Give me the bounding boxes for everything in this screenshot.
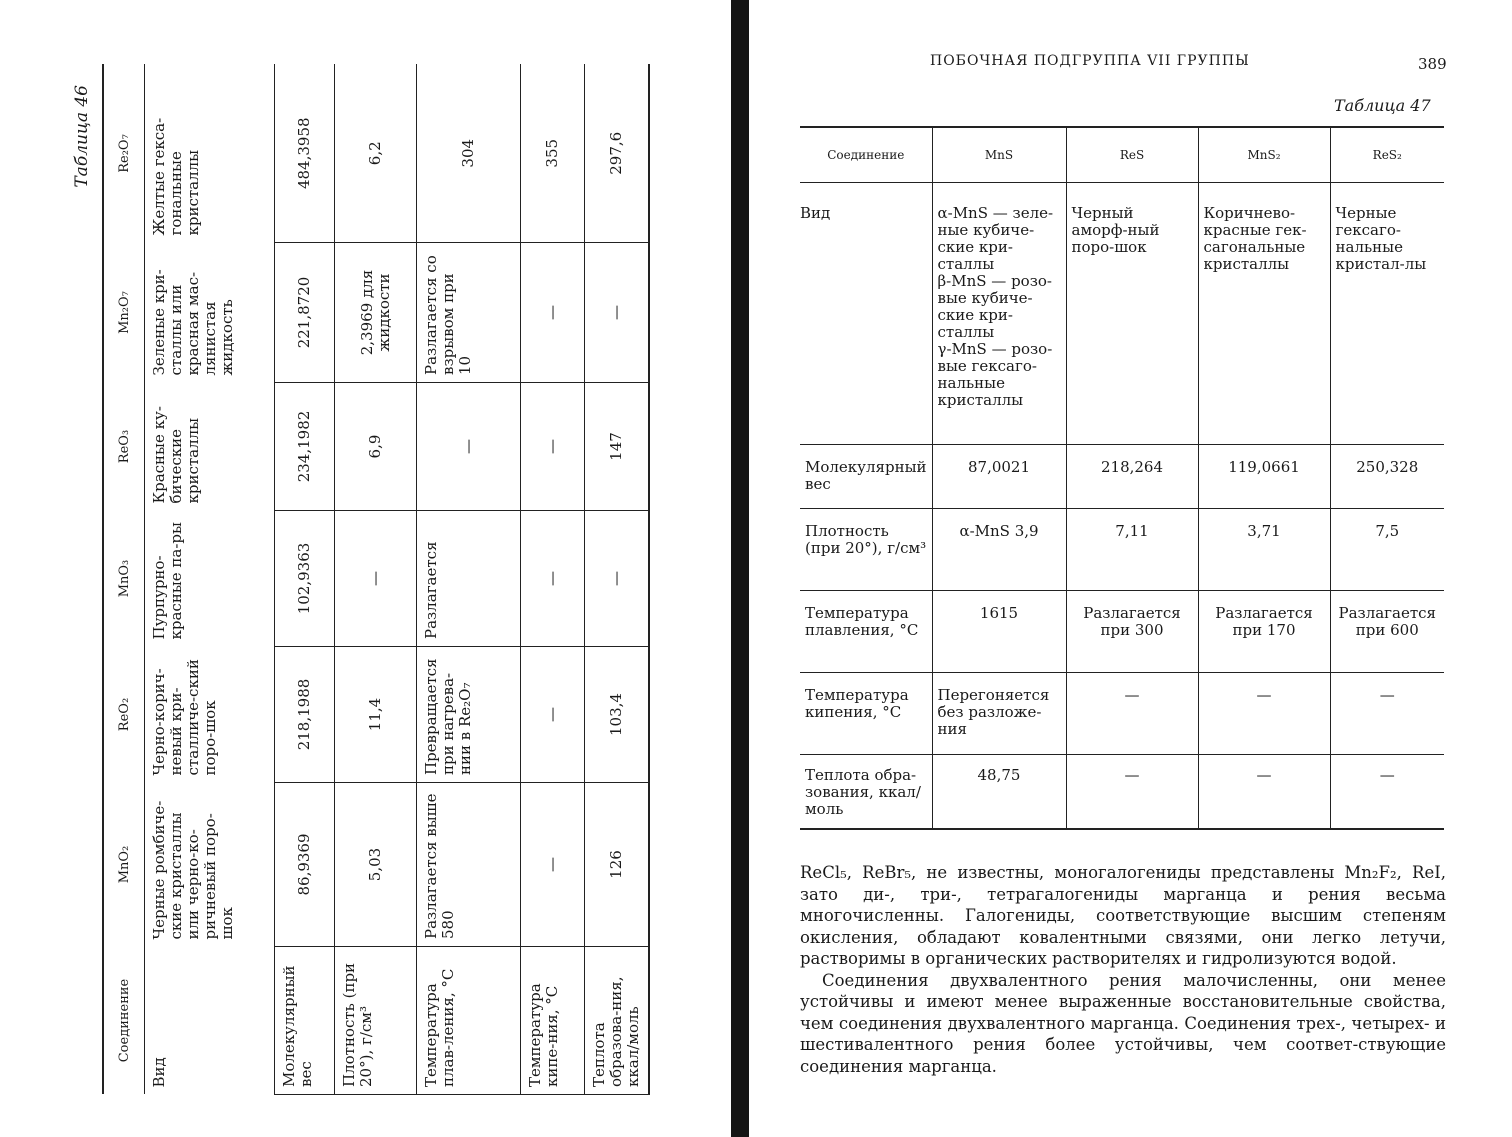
t46-cell: — (585, 511, 650, 647)
t47-cell: 48,75 (932, 755, 1066, 829)
t46-cell: — (521, 243, 585, 383)
t46-cell: 304 (417, 65, 521, 243)
t46-cell: 103,4 (585, 647, 650, 783)
t47-cell: Разлагается при 170 (1198, 591, 1330, 673)
t46-cell: 234,1982 (275, 383, 335, 511)
table-row (417, 65, 521, 1095)
table-row (145, 65, 275, 1095)
t47-row-label: Теплота обра-зования, ккал/моль (800, 755, 932, 829)
t47-cell: 7,11 (1066, 509, 1198, 591)
t47-header: ReS (1066, 127, 1198, 183)
body-text (800, 862, 1446, 1077)
t46-cell: Пурпурно-красные па-ры (145, 511, 275, 647)
table-row (800, 183, 1444, 445)
t47-header: Соединение (800, 127, 932, 183)
table-row (335, 65, 417, 1095)
t46-cell: Превращается при нагрева-нии в Re₂O₇ (417, 647, 521, 783)
t46-cell: — (335, 511, 417, 647)
t47-cell: Черные гексаго-нальные кристал-лы (1330, 183, 1444, 445)
t46-cell: 6,2 (335, 65, 417, 243)
t47-cell: — (1330, 755, 1444, 829)
table-row (800, 591, 1444, 673)
t46-cell: Зеленые кри-сталлы или красная мас-лянистая жидкость (145, 243, 275, 383)
t46-row-label: Плотность (при 20°), г/см³ (335, 947, 417, 1095)
table-row (521, 65, 585, 1095)
t47-cell: — (1066, 755, 1198, 829)
t46-cell: — (585, 243, 650, 383)
t46-cell: 102,9363 (275, 511, 335, 647)
paragraph: ReCl₅, ReBr₅, не известны, моногалогениды представлены Mn₂F₂, ReI, зато ди-, три-, тетрагалогениды марганца и рения весьма многочисленны. Галогениды, соответствующие высшим степеням окисления, обладают ковалентными связями, они легко летучи, растворимы в органических растворителях и гидролизуются водой. (800, 863, 1446, 968)
t46-row-label: Температура плав-ления, °C (417, 947, 521, 1095)
t46-header: Re₂O₇ (116, 134, 132, 173)
t46-cell: Разлагается (417, 511, 521, 647)
t46-cell: 297,6 (585, 65, 650, 243)
t46-cell: Красные ку-бические кристаллы (145, 383, 275, 511)
t47-row-label: Плотность (при 20°), г/см³ (800, 509, 932, 591)
table-row (800, 509, 1444, 591)
t46-row-label: Температура кипе-ния, °C (521, 947, 585, 1095)
t47-cell: Разлагается при 300 (1066, 591, 1198, 673)
t47-cell: Разлагается при 600 (1330, 591, 1444, 673)
t46-row-label: Молекулярный вес (275, 947, 335, 1095)
paragraph: Соединения двухвалентного рения малочисленны, они менее устойчивы и имеют менее выраженные восстановительные свойства, чем соединения двухвалентного марганца. Соединения трех-, четырех- и шестивалентного рения более устойчивы, чем соответ-ствующие соединения марганца. (800, 970, 1446, 1076)
t47-row-label: Вид (800, 204, 831, 222)
table-46-caption: Таблица 46 (72, 85, 92, 188)
t46-cell: — (521, 647, 585, 783)
t46-cell: 126 (585, 783, 650, 947)
t46-cell: 221,8720 (275, 243, 335, 383)
t47-cell: Коричнево-красные гек-сагональные кристаллы (1198, 183, 1330, 445)
table-row (800, 755, 1444, 829)
t46-row-label: Теплота образова-ния, ккал/моль (585, 947, 650, 1095)
t47-vid-beta: β-MnS — розо-вые кубиче-ские кри-сталлы (937, 272, 1052, 341)
t47-row-label: Молекулярный вес (800, 445, 932, 509)
t46-cell: 86,9369 (275, 783, 335, 947)
t47-cell: — (1198, 673, 1330, 755)
t47-header: MnS (932, 127, 1066, 183)
t46-cell: 484,3958 (275, 65, 335, 243)
table-46-header-row (103, 65, 145, 1095)
t46-cell: Черные ромбиче-ские кристаллы или черно-ко-ричневый поро-шок (145, 783, 275, 947)
t46-header: MnO₃ (116, 559, 132, 598)
t47-cell: — (1198, 755, 1330, 829)
t47-cell: — (1066, 673, 1198, 755)
table-47-header-row (800, 127, 1444, 183)
t47-cell: Перегоняется без разложе-ния (932, 673, 1066, 755)
t46-cell: 218,1988 (275, 647, 335, 783)
table-47-caption: Таблица 47 (1334, 96, 1431, 115)
t47-cell-vid-mns (932, 183, 1066, 445)
t46-cell: Разлагается со взрывом при 10 (417, 243, 521, 383)
table-row (800, 673, 1444, 755)
t47-cell: 1615 (932, 591, 1066, 673)
t47-row-label: Температура кипения, °C (800, 673, 932, 755)
t46-cell: — (417, 383, 521, 511)
t46-cell: 2,3969 для жидкости (335, 243, 417, 383)
t46-header: Mn₂O₇ (116, 291, 132, 334)
t47-header: MnS₂ (1198, 127, 1330, 183)
book-gutter (731, 0, 749, 1137)
t46-row-label: Вид (145, 947, 275, 1095)
t46-cell: Черно-корич-невый кри-сталличе-ский поро-шок (145, 647, 275, 783)
left-page (0, 0, 728, 1137)
t46-header: MnO₂ (116, 845, 132, 884)
t46-header: ReO₂ (116, 697, 132, 732)
t46-cell: — (521, 511, 585, 647)
running-head: ПОБОЧНАЯ ПОДГРУППА VII ГРУППЫ (930, 53, 1250, 69)
t47-cell: 119,0661 (1198, 445, 1330, 509)
t47-cell: 218,264 (1066, 445, 1198, 509)
t46-cell: Разлагается выше 580 (417, 783, 521, 947)
t47-cell: 250,328 (1330, 445, 1444, 509)
table-46 (102, 65, 650, 1096)
t47-vid-alpha: α-MnS — зеле-ные кубиче-ские кри-сталлы (937, 204, 1054, 273)
t46-cell: — (521, 383, 585, 511)
right-page (760, 0, 1512, 1137)
t46-cell: 147 (585, 383, 650, 511)
t47-cell: Черный аморф-ный поро-шок (1066, 183, 1198, 445)
t46-cell: 5,03 (335, 783, 417, 947)
t46-cell: 6,9 (335, 383, 417, 511)
page-number: 389 (1418, 55, 1447, 73)
t46-cell: Желтые гекса-гональные кристаллы (145, 65, 275, 243)
t46-cell: 11,4 (335, 647, 417, 783)
t47-header: ReS₂ (1330, 127, 1444, 183)
t47-cell: 7,5 (1330, 509, 1444, 591)
table-row (585, 65, 650, 1095)
table-row (275, 65, 335, 1095)
t47-cell: — (1330, 673, 1444, 755)
t47-cell: 87,0021 (932, 445, 1066, 509)
t46-cell: — (521, 783, 585, 947)
t46-header: ReO₃ (116, 429, 132, 464)
t47-cell: α-MnS 3,9 (932, 509, 1066, 591)
t47-vid-gamma: γ-MnS — розо-вые гексаго-нальные кристаллы (937, 340, 1053, 409)
t47-row-label: Температура плавления, °C (800, 591, 932, 673)
table-46-rotated (72, 65, 712, 1095)
t47-cell: 3,71 (1198, 509, 1330, 591)
t46-header: Соединение (116, 978, 132, 1063)
t46-cell: 355 (521, 65, 585, 243)
table-47 (800, 126, 1444, 830)
table-row (800, 445, 1444, 509)
